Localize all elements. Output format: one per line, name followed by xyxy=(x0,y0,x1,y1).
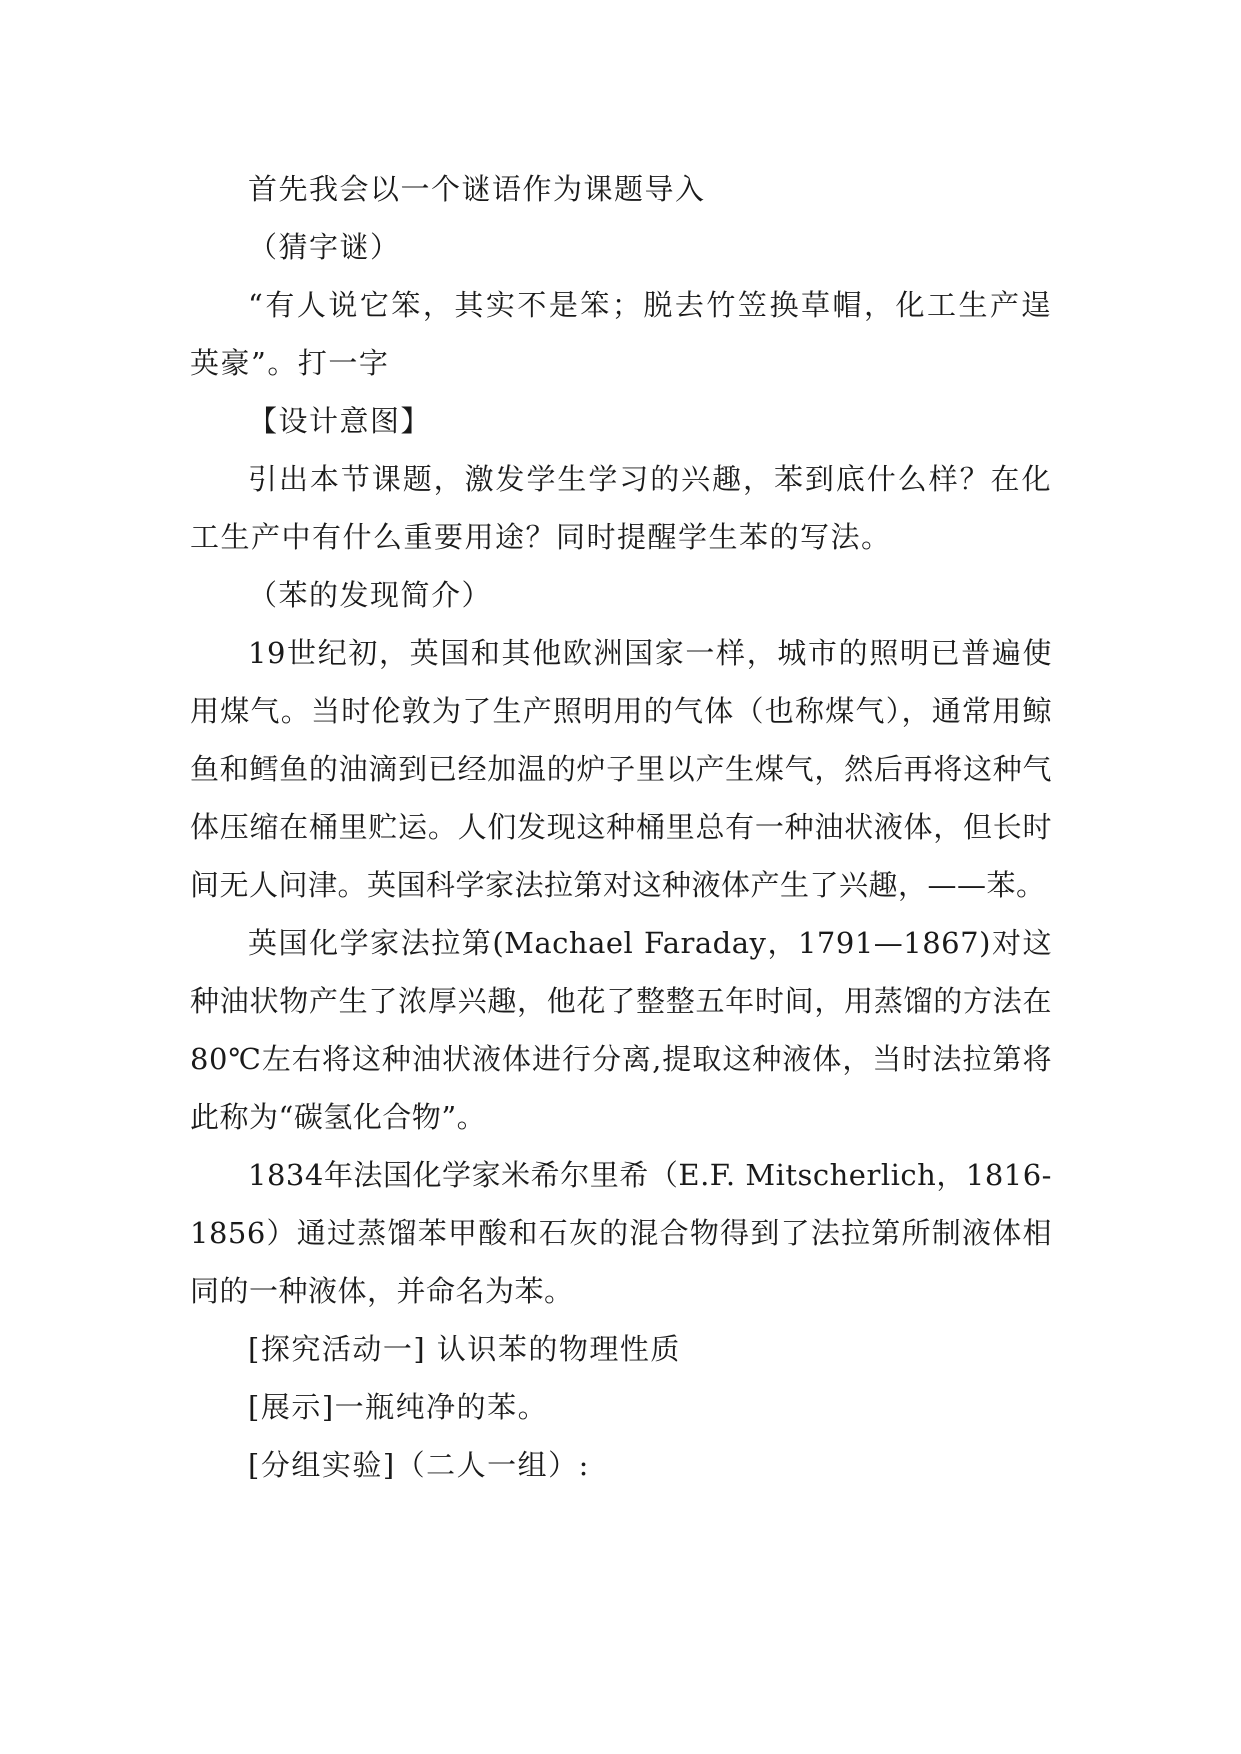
paragraph-discovery-heading: （苯的发现简介） xyxy=(248,578,493,612)
document-body xyxy=(190,160,1052,1494)
paragraph-group-experiment: [分组实验]（二人一组）: xyxy=(248,1448,590,1482)
paragraph-activity-one: [探究活动一] 认识苯的物理性质 xyxy=(248,1332,681,1366)
paragraph-riddle-label: （猜字谜） xyxy=(248,230,401,264)
paragraph-mitscherlich: 1834年法国化学家米希尔里希（E.F. Mitscherlich，1816-1856）通过蒸馏苯甲酸和石灰的混合物得到了法拉第所制液体相同的一种液体，并命名为苯。 xyxy=(190,1158,1052,1308)
paragraph-riddle: “有人说它笨，其实不是笨；脱去竹笠换草帽，化工生产逞英豪”。打一字 xyxy=(190,288,1052,380)
paragraph-faraday: 英国化学家法拉第(Machael Faraday，1791—1867)对这种油状物产生了浓厚兴趣，他花了整整五年时间，用蒸馏的方法在80℃左右将这种油状液体进行分离,提取这种液体，当时法拉第将此称为“碳氢化合物”。 xyxy=(190,926,1052,1134)
paragraph-intro: 首先我会以一个谜语作为课题导入 xyxy=(248,172,706,206)
paragraph-design-heading: 【设计意图】 xyxy=(248,404,432,438)
paragraph-design-intent: 引出本节课题，激发学生学习的兴趣，苯到底什么样？在化工生产中有什么重要用途？同时提醒学生苯的写法。 xyxy=(190,462,1052,554)
paragraph-discovery-history: 19世纪初，英国和其他欧洲国家一样，城市的照明已普遍使用煤气。当时伦敦为了生产照明用的气体（也称煤气），通常用鲸鱼和鳕鱼的油滴到已经加温的炉子里以产生煤气，然后再将这种气体压缩在桶里贮运。人们发现这种桶里总有一种油状液体，但长时间无人问津。英国科学家法拉第对这种液体产生了兴趣，——苯。 xyxy=(190,636,1052,902)
paragraph-show: [展示]一瓶纯净的苯。 xyxy=(248,1390,549,1424)
